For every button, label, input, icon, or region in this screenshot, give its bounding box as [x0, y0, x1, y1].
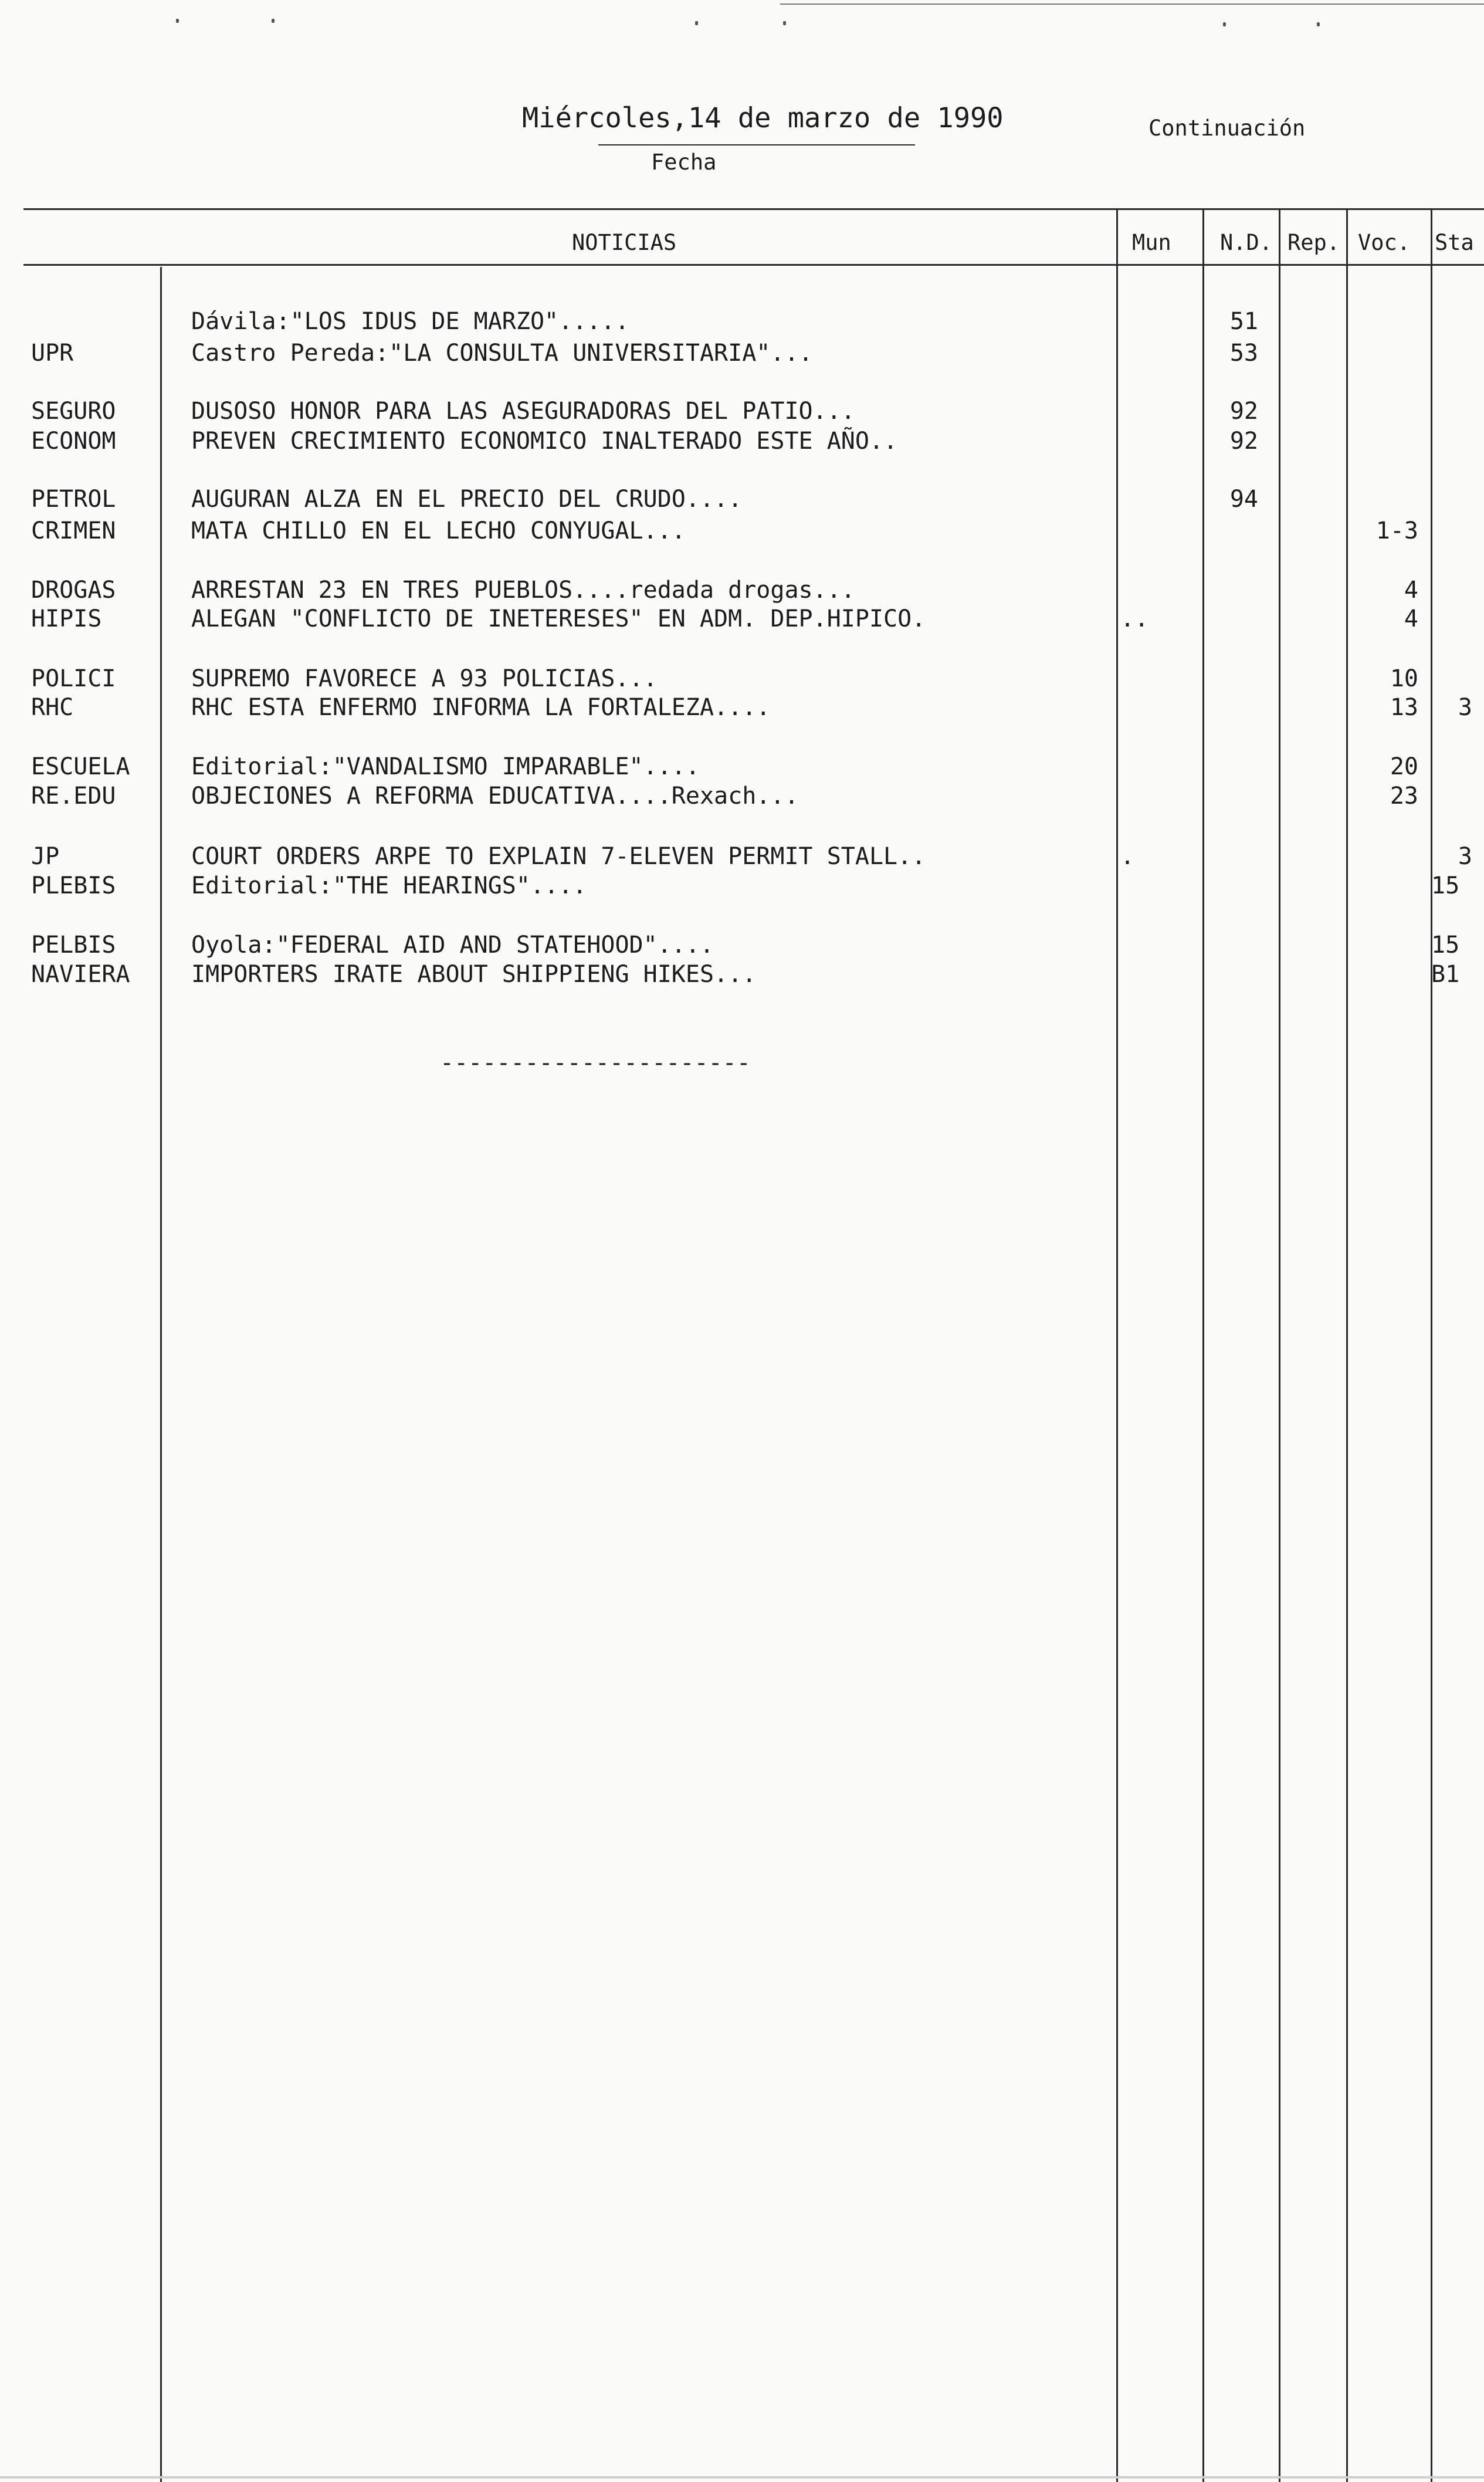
col-header-mun: Mun [1132, 230, 1171, 255]
row-voc: 10 [1390, 665, 1418, 692]
row-category: RE.EDU [31, 783, 116, 810]
row-category: PLEBIS [31, 872, 116, 899]
row-voc: 4 [1404, 605, 1418, 632]
row-nd: 53 [1229, 340, 1258, 367]
row-voc: 13 [1390, 694, 1418, 721]
row-nd: 51 [1229, 308, 1258, 335]
closing-rule: ---------------------- [440, 1049, 751, 1076]
row-headline: COURT ORDERS ARPE TO EXPLAIN 7-ELEVEN PERMIT STALL.. [191, 843, 926, 870]
row-category: ESCUELA [31, 753, 130, 780]
row-voc: 23 [1390, 783, 1418, 810]
row-sta: 15 [1431, 932, 1460, 959]
row-category: ECONOM [31, 428, 116, 455]
row-category: PETROL [31, 486, 116, 513]
row-category: SEGURO [31, 398, 116, 425]
voc-divider [1346, 208, 1348, 2482]
row-headline: MATA CHILLO EN EL LECHO CONYUGAL... [191, 517, 686, 544]
row-category: JP [31, 843, 60, 870]
date-underline [598, 144, 915, 145]
row-headline: AUGURAN ALZA EN EL PRECIO DEL CRUDO.... [191, 486, 743, 513]
row-voc: 1-3 [1375, 517, 1418, 544]
col-header-sta: Sta [1435, 230, 1474, 255]
row-headline: Castro Pereda:"LA CONSULTA UNIVERSITARIA"... [191, 340, 813, 367]
row-category: HIPIS [31, 605, 102, 632]
col-header-rep: Rep. [1288, 230, 1340, 255]
row-category: PELBIS [31, 932, 116, 959]
date: Miércoles,14 de marzo de 1990 [522, 102, 1004, 134]
row-headline: Editorial:"VANDALISMO IMPARABLE".... [191, 753, 700, 780]
row-category: UPR [31, 340, 74, 367]
date-caption: Fecha [651, 150, 717, 175]
row-headline: RHC ESTA ENFERMO INFORMA LA FORTALEZA.... [191, 694, 771, 721]
row-headline: SUPREMO FAVORECE A 93 POLICIAS... [191, 665, 658, 692]
row-headline: ALEGAN "CONFLICTO DE INETERESES" EN ADM. DEP.HIPICO. [191, 605, 926, 632]
row-headline: Dávila:"LOS IDUS DE MARZO"..... [191, 308, 629, 335]
scan-speck [1317, 22, 1320, 26]
scan-speck [176, 19, 179, 23]
row-headline: Editorial:"THE HEARINGS".... [191, 872, 587, 899]
scan-speck [272, 19, 275, 23]
rep-divider [1279, 208, 1280, 2482]
row-category: CRIMEN [31, 517, 116, 544]
row-category: POLICI [31, 665, 116, 692]
nd-divider [1202, 208, 1204, 2482]
continuation-label: Continuación [1148, 116, 1306, 141]
row-category: NAVIERA [31, 961, 130, 988]
table-top-rule [23, 208, 1484, 210]
row-headline: DUSOSO HONOR PARA LAS ASEGURADORAS DEL PATIO... [191, 398, 855, 425]
scan-speck [1223, 22, 1226, 26]
row-category: RHC [31, 694, 74, 721]
row-voc: 4 [1404, 577, 1418, 604]
scan-edge [780, 4, 1484, 5]
col-header-voc: Voc. [1358, 230, 1411, 255]
row-sta: B1 [1431, 961, 1460, 988]
category-divider [160, 267, 162, 2482]
col-header-nd: N.D. [1220, 230, 1273, 255]
row-voc: 20 [1390, 753, 1418, 780]
table-header-rule [23, 264, 1484, 266]
scan-speck [783, 21, 786, 25]
sta-divider [1431, 208, 1432, 2482]
row-overflow: .. [1120, 605, 1149, 632]
row-headline: Oyola:"FEDERAL AID AND STATEHOOD".... [191, 932, 714, 959]
row-headline: PREVEN CRECIMIENTO ECONOMICO INALTERADO ESTE AÑO.. [191, 428, 898, 455]
mun-divider [1116, 208, 1118, 2482]
col-header-noticias: NOTICIAS [572, 230, 677, 255]
row-category: DROGAS [31, 577, 116, 604]
row-headline: IMPORTERS IRATE ABOUT SHIPPIENG HIKES... [191, 961, 757, 988]
row-sta: 3 [1458, 694, 1472, 721]
row-sta: 3 [1458, 843, 1472, 870]
row-overflow: . [1120, 843, 1135, 870]
row-headline: ARRESTAN 23 EN TRES PUEBLOS....redada drogas... [191, 577, 855, 604]
row-nd: 92 [1229, 398, 1258, 425]
row-nd: 94 [1229, 486, 1258, 513]
row-nd: 92 [1229, 428, 1258, 455]
row-headline: OBJECIONES A REFORMA EDUCATIVA....Rexach... [191, 783, 799, 810]
row-sta: 15 [1431, 872, 1460, 899]
scan-bottom-edge [0, 2476, 1484, 2478]
scan-speck [695, 21, 698, 25]
